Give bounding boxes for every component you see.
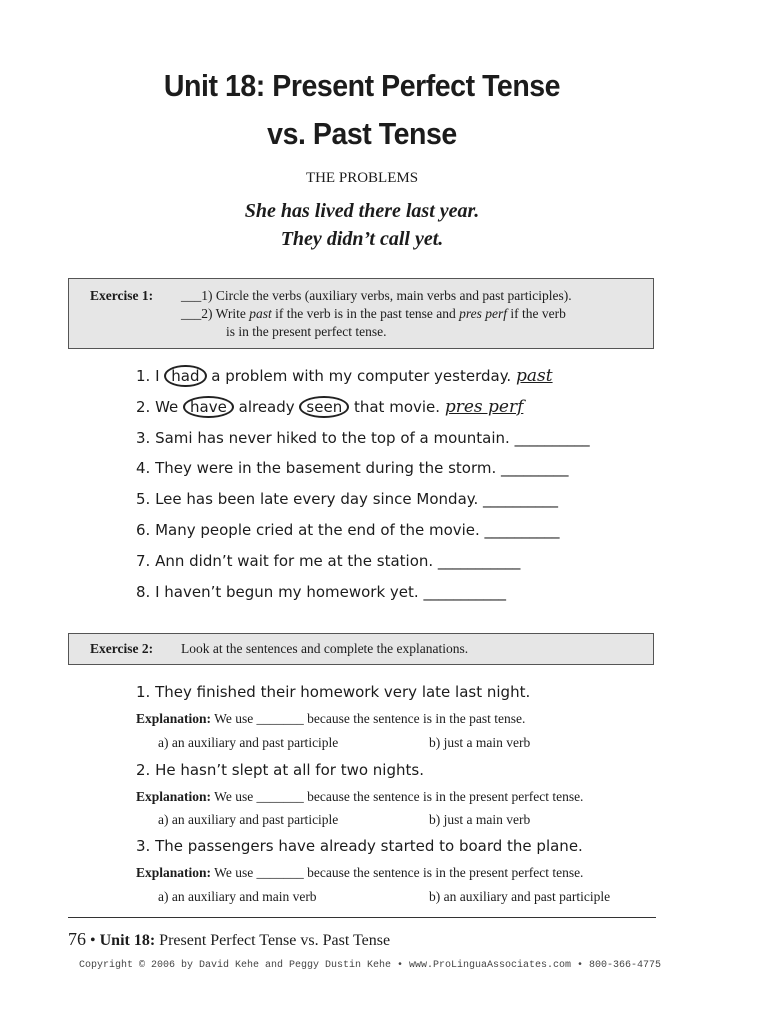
- item-text: Lee has been late every day since Monday. __________: [155, 490, 559, 508]
- exercise-2-choice-1b: b) just a main verb: [429, 735, 531, 750]
- instruction-text: ___2) Write: [181, 306, 250, 321]
- instruction-text: if the verb is in the past tense and: [271, 306, 460, 321]
- item-text: I: [155, 367, 165, 385]
- exercise-1-item-8: [136, 583, 506, 601]
- explanation-label: Explanation:: [136, 711, 212, 726]
- problem-sentence-1: She has lived there last year.: [244, 200, 480, 222]
- item-number: 8.: [136, 583, 151, 601]
- exercise-1-instruction-1: ___1) Circle the verbs (auxiliary verbs, main verbs and past participles).: [181, 288, 572, 303]
- exercise-2-sentence-1: 1. They finished their homework very late last night.: [136, 683, 531, 701]
- item-text: Sami has never hiked to the top of a mountain. __________: [155, 429, 590, 447]
- circled-verb: have: [183, 396, 234, 418]
- page-footer: [68, 929, 390, 950]
- item-text: that movie.: [349, 398, 441, 416]
- exercise-2-choice-2b: b) just a main verb: [429, 812, 531, 827]
- exercise-2-box: [68, 633, 654, 665]
- exercise-1-instruction-2: [181, 305, 572, 323]
- footer-unit-title: Present Perfect Tense vs. Past Tense: [155, 932, 391, 949]
- exercise-2-explanation-3: [136, 865, 583, 881]
- item-text: Ann didn’t wait for me at the station. ___________: [155, 552, 521, 570]
- exercise-2-choice-3b: b) an auxiliary and past participle: [429, 889, 611, 904]
- exercise-1-item-3: [136, 429, 590, 447]
- instruction-keyword-past: past: [249, 306, 272, 321]
- handwritten-answer: past: [516, 366, 553, 386]
- explanation-text: We use _______ because the sentence is in the present perfect tense.: [211, 789, 584, 804]
- exercise-1-instruction-3: is in the present perfect tense.: [226, 324, 387, 339]
- exercise-2-instruction: Look at the sentences and complete the explanations.: [181, 641, 469, 656]
- item-number: 5.: [136, 490, 151, 508]
- exercise-1-item-2: [136, 396, 523, 418]
- page-title-line-1: Unit 18: Present Perfect Tense: [163, 68, 561, 103]
- circled-verb: had: [164, 365, 206, 387]
- item-text: a problem with my computer yesterday.: [206, 367, 512, 385]
- problems-heading: THE PROBLEMS: [305, 170, 419, 186]
- exercise-1-instructions: [181, 287, 572, 341]
- exercise-1-item-5: [136, 490, 558, 508]
- page-number: 76: [68, 929, 86, 949]
- problem-sentence-2: They didn’t call yet.: [280, 228, 444, 250]
- exercise-1-box: [68, 278, 654, 349]
- page-title-line-2: vs. Past Tense: [267, 116, 457, 151]
- exercise-2-explanation-1: [136, 711, 525, 727]
- exercise-2-choice-1a: a) an auxiliary and past participle: [158, 735, 339, 750]
- exercise-1-item-6: [136, 521, 560, 539]
- explanation-label: Explanation:: [136, 865, 212, 880]
- instruction-text: if the verb: [507, 306, 566, 321]
- circled-verb: seen: [299, 396, 349, 418]
- item-text: Many people cried at the end of the movie. __________: [155, 521, 560, 539]
- exercise-2-sentence-2: 2. He hasn’t slept at all for two nights.: [136, 761, 424, 779]
- exercise-1-label: Exercise 1:: [90, 288, 154, 303]
- item-number: 4.: [136, 459, 151, 477]
- item-text: We: [155, 398, 184, 416]
- item-number: 3.: [136, 429, 151, 447]
- item-number: 6.: [136, 521, 151, 539]
- footer-rule: [68, 917, 656, 918]
- footer-unit-label: Unit 18:: [99, 932, 156, 949]
- item-number: 7.: [136, 552, 151, 570]
- exercise-2-choice-3a: a) an auxiliary and main verb: [158, 889, 317, 904]
- exercise-2-sentence-3: 3. The passengers have already started to board the plane.: [136, 837, 583, 855]
- explanation-text: We use _______ because the sentence is in the present perfect tense.: [211, 865, 584, 880]
- copyright-notice: Copyright © 2006 by David Kehe and Peggy Dustin Kehe • www.ProLinguaAssociates.com • 800-366-4775: [78, 960, 662, 971]
- item-text: I haven’t begun my homework yet. ___________: [155, 583, 506, 601]
- exercise-1-item-7: [136, 552, 520, 570]
- item-number: 2.: [136, 398, 151, 416]
- handwritten-answer: pres perf: [444, 397, 524, 417]
- exercise-2-choice-2a: a) an auxiliary and past participle: [158, 812, 339, 827]
- exercise-1-item-1: [136, 365, 553, 387]
- item-text: already: [233, 398, 300, 416]
- item-text: They were in the basement during the storm. _________: [155, 459, 569, 477]
- instruction-keyword-pres-perf: pres perf: [459, 306, 508, 321]
- explanation-text: We use _______ because the sentence is in the past tense.: [211, 711, 526, 726]
- bullet: •: [90, 932, 96, 949]
- item-number: 1.: [136, 367, 151, 385]
- exercise-1-item-4: [136, 459, 569, 477]
- exercise-2-explanation-2: [136, 789, 583, 805]
- exercise-2-label: Exercise 2:: [90, 641, 154, 656]
- explanation-label: Explanation:: [136, 789, 212, 804]
